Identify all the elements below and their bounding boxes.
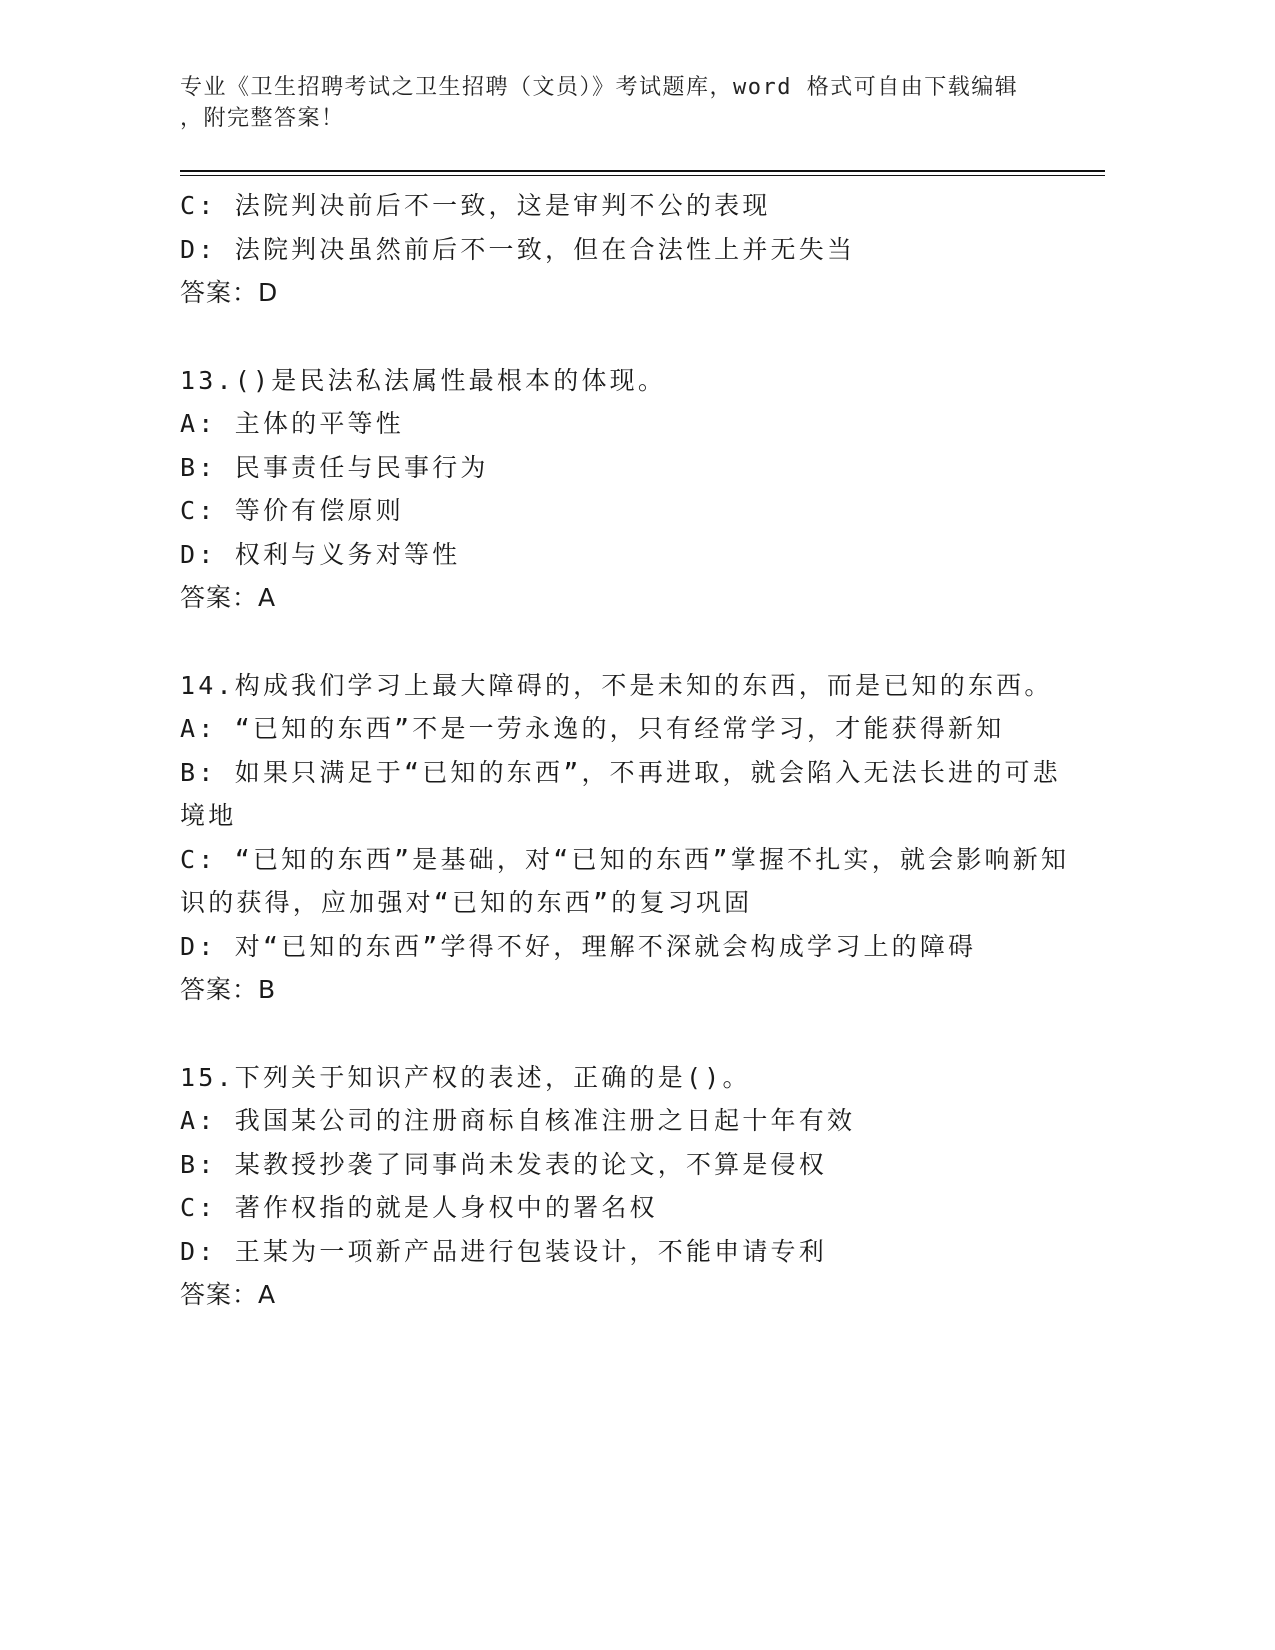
document-header [180, 72, 1040, 134]
option-b: B: 民事责任与民事行为 [180, 452, 489, 482]
question-14 [180, 664, 1080, 1012]
header-title-line-2: ，附完整答案！ [180, 106, 345, 131]
answer-line: 答案：A [180, 583, 277, 612]
option-c: C: 法院判决前后不一致，这是审判不公的表现 [180, 191, 771, 220]
option-a: A: 我国某公司的注册商标自核准注册之日起十年有效 [180, 1106, 856, 1135]
option-b: B: 某教授抄袭了同事尚未发表的论文，不算是侵权 [180, 1149, 827, 1179]
header-divider-thin [180, 175, 1105, 176]
option-c: C: “已知的东西”是基础，对“已知的东西”掌握不扎实，就会影响新知识的获得，应加强对“已知的东西”的复习巩固 [180, 844, 1070, 917]
option-d: D: 王某为一项新产品进行包装设计，不能申请专利 [180, 1236, 827, 1266]
option-b: B: 如果只满足于“已知的东西”，不再进取，就会陷入无法长进的可悲境地 [180, 757, 1061, 830]
answer-line: 答案：D [180, 278, 279, 307]
header-divider-thick [180, 170, 1105, 172]
option-a: A: 主体的平等性 [180, 409, 404, 438]
question-stem: 15.下列关于知识产权的表述，正确的是()。 [180, 1062, 751, 1092]
question-stem: 14.构成我们学习上最大障碍的，不是未知的东西，而是已知的东西。 [180, 670, 1053, 700]
question-15 [180, 1056, 1080, 1317]
answer-line: 答案：A [180, 1280, 277, 1309]
continued-question [180, 184, 1080, 315]
answer-line: 答案：B [180, 975, 277, 1004]
option-d: D: 对“已知的东西”学得不好，理解不深就会构成学习上的障碍 [180, 931, 977, 961]
header-title-line-1: 专业《卫生招聘考试之卫生招聘（文员）》考试题库，word 格式可自由下载编辑 [180, 75, 1019, 100]
question-13 [180, 359, 1080, 620]
option-a: A: “已知的东西”不是一劳永逸的，只有经常学习，才能获得新知 [180, 714, 1005, 743]
option-d: D: 法院判决虽然前后不一致，但在合法性上并无失当 [180, 234, 856, 264]
option-d: D: 权利与义务对等性 [180, 539, 461, 569]
option-c: C: 等价有偿原则 [180, 496, 404, 525]
question-content [180, 184, 1080, 1317]
option-c: C: 著作权指的就是人身权中的署名权 [180, 1193, 658, 1222]
question-stem: 13.()是民法私法属性最根本的体现。 [180, 365, 667, 395]
